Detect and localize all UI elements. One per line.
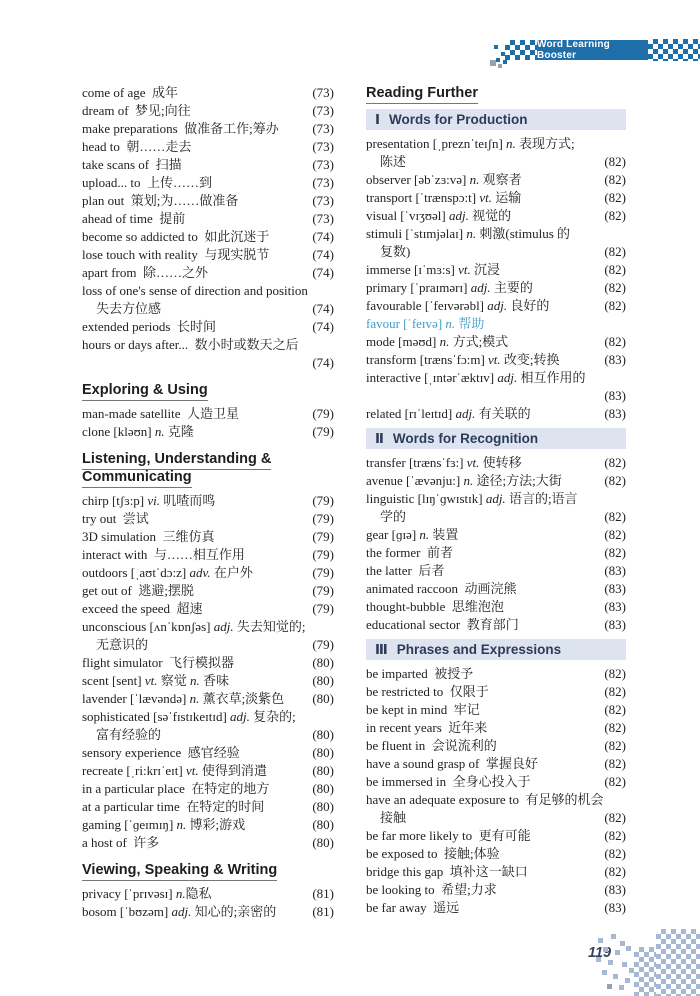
entry-text: interact with 与……相互作用: [82, 547, 245, 562]
entry-text: outdoors [ˌaʊtˈdɔ:z] adv. 在户外: [82, 565, 253, 580]
vocab-entry: [82, 246, 334, 264]
vocab-entry: [82, 816, 334, 834]
entry-page-ref: (74): [312, 229, 334, 244]
vocab-entry: [82, 192, 334, 210]
subsection-numeral: Ⅲ: [375, 642, 388, 657]
entry-text: become so addicted to 如此沉迷于: [82, 229, 270, 244]
entry-text: bridge this gap 填补这一缺口: [366, 864, 528, 879]
entry-text: ahead of time 提前: [82, 211, 186, 226]
entry-page-ref: (82): [604, 172, 626, 187]
entry-text: interactive [ˌɪntərˈæktɪv] adj. 相互作用的: [366, 370, 586, 385]
vocab-entry: [366, 755, 626, 773]
entry-text: be immersed in 全身心投入于: [366, 774, 531, 789]
entry-page-ref: (82): [604, 262, 626, 277]
vocab-entry: [366, 315, 626, 333]
vocab-entry: [82, 903, 334, 921]
subsection-title: Words for Production: [389, 112, 528, 127]
entry-text: favourable [ˈfeɪvərəbl] adj. 良好的: [366, 298, 550, 313]
vocab-entry: [366, 405, 626, 423]
entry-page-ref: (82): [604, 720, 626, 735]
vocab-entry: [366, 225, 626, 261]
entry-text: dream of 梦见;向往: [82, 103, 191, 118]
section-heading: Viewing, Speaking & Writing: [82, 861, 334, 879]
entry-text: recreate [ˌri:krɪˈeɪt] vt. 使得到消遣: [82, 763, 267, 778]
vocab-entry: [366, 351, 626, 369]
vocab-entry: [366, 526, 626, 544]
entry-page-ref: (73): [312, 211, 334, 226]
entry-page-ref: (73): [312, 175, 334, 190]
subsection-header: [366, 428, 626, 449]
entry-text: stimuli [ˈstɪmjəlaɪ] n. 刺激(stimulus 的: [366, 226, 571, 241]
entry-text: hours or days after... 数小时或数天之后: [82, 337, 299, 352]
entry-page-ref: (80): [312, 673, 334, 688]
vocab-entry: [82, 264, 334, 282]
vocab-entry: [366, 454, 626, 472]
vocab-entry: [366, 827, 626, 845]
entry-text: bosom [ˈbʊzəm] adj. 知心的;亲密的: [82, 904, 277, 919]
entry-page-ref: (81): [312, 904, 334, 919]
entry-page-ref: (80): [312, 727, 334, 742]
checker-pattern-right: [648, 39, 700, 61]
vocab-entry: [82, 405, 334, 423]
vocab-entry: [366, 297, 626, 315]
entry-text: make preparations 做准备工作;筹办: [82, 121, 279, 136]
reading-further-heading: Reading Further: [366, 84, 626, 102]
entry-page-ref: (83): [604, 388, 626, 403]
vocab-entry: [82, 600, 334, 618]
entry-page-ref: (82): [604, 810, 626, 825]
entry-page-ref: (80): [312, 745, 334, 760]
entry-text: get out of 逃避;摆脱: [82, 583, 194, 598]
right-column: [366, 84, 626, 917]
entry-text: in a particular place 在特定的地方: [82, 781, 270, 796]
entry-text: at a particular time 在特定的时间: [82, 799, 265, 814]
entry-page-ref: (82): [604, 208, 626, 223]
entry-page-ref: (80): [312, 799, 334, 814]
vocab-entry: [82, 528, 334, 546]
entry-text: in recent years 近年来: [366, 720, 488, 735]
entry-text: 3D simulation 三维仿真: [82, 529, 215, 544]
section-heading: Listening, Understanding & Communicating: [82, 450, 334, 486]
entry-page-ref: (82): [604, 298, 626, 313]
entry-page-ref: (82): [604, 684, 626, 699]
entry-page-ref: (74): [312, 265, 334, 280]
vocab-entry: [366, 261, 626, 279]
entry-page-ref: (82): [604, 527, 626, 542]
entry-text: upload... to 上传……到: [82, 175, 212, 190]
footer-pixel-dots: [598, 938, 603, 943]
entry-page-ref: (82): [604, 756, 626, 771]
vocab-entry: [82, 210, 334, 228]
entry-text: be far away 遥远: [366, 900, 460, 915]
page-number: 119: [588, 945, 612, 961]
vocab-entry: [82, 138, 334, 156]
entry-text: immerse [ɪˈmɜ:s] vt. 沉浸: [366, 262, 501, 277]
entry-text: come of age 成年: [82, 85, 179, 100]
entry-page-ref: (82): [604, 666, 626, 681]
entry-text: observer [əbˈzɜ:və] n. 观察者: [366, 172, 522, 187]
entry-page-ref: (79): [312, 529, 334, 544]
vocab-entry: [82, 834, 334, 852]
vocab-entry: [82, 780, 334, 798]
header-banner-label: Word Learning Booster: [537, 39, 610, 61]
entry-text: 复数): [380, 244, 411, 259]
vocab-entry: [82, 282, 334, 318]
vocab-entry: [82, 582, 334, 600]
vocab-entry: [82, 564, 334, 582]
entry-text: linguistic [lɪŋˈɡwɪstɪk] adj. 语言的;语言: [366, 491, 578, 506]
entry-page-ref: (82): [604, 509, 626, 524]
vocab-entry: [82, 546, 334, 564]
entry-text: sensory experience 感官经验: [82, 745, 240, 760]
footer-checker-pattern: [656, 929, 700, 996]
vocab-entry: [366, 544, 626, 562]
entry-page-ref: (80): [312, 781, 334, 796]
vocab-entry: [82, 102, 334, 120]
entry-page-ref: (74): [312, 319, 334, 334]
entry-page-ref: (79): [312, 511, 334, 526]
entry-page-ref: (73): [312, 193, 334, 208]
entry-page-ref: (74): [312, 247, 334, 262]
entry-page-ref: (73): [312, 157, 334, 172]
entry-page-ref: (73): [312, 121, 334, 136]
entry-page-ref: (83): [604, 352, 626, 367]
entry-text: transfer [trænsˈfɜ:] vt. 使转移: [366, 455, 522, 470]
header-banner: [537, 40, 648, 60]
entry-page-ref: (82): [604, 738, 626, 753]
subsection-title: Words for Recognition: [392, 431, 539, 446]
vocab-entry: [82, 654, 334, 672]
vocab-entry: [82, 618, 334, 654]
reading-further-content: [366, 109, 626, 917]
entry-page-ref: (82): [604, 334, 626, 349]
entry-page-ref: (79): [312, 565, 334, 580]
entry-page-ref: (83): [604, 599, 626, 614]
entry-text: the latter 后者: [366, 563, 445, 578]
vocab-entry: [366, 369, 626, 405]
subsection-header: [366, 109, 626, 130]
entry-text: clone [kləʊn] n. 克隆: [82, 424, 194, 439]
vocab-entry: [366, 737, 626, 755]
vocab-entry: [366, 598, 626, 616]
entry-text: 学的: [380, 509, 407, 524]
vocab-entry: [82, 318, 334, 336]
entry-page-ref: (83): [604, 617, 626, 632]
pixel-dots-left: [494, 45, 498, 49]
entry-text: 无意识的: [96, 637, 149, 652]
subsection-title: Phrases and Expressions: [396, 642, 562, 657]
vocab-entry: [366, 279, 626, 297]
vocab-entry: [366, 719, 626, 737]
entry-text: educational sector 教育部门: [366, 617, 519, 632]
entry-text: 失去方位感: [96, 301, 162, 316]
entry-page-ref: (82): [604, 864, 626, 879]
vocab-entry: [366, 665, 626, 683]
vocab-entry: [82, 762, 334, 780]
vocab-entry: [366, 863, 626, 881]
entry-text: head to 朝……走去: [82, 139, 192, 154]
vocab-entry: [366, 562, 626, 580]
vocab-entry: [366, 683, 626, 701]
subsection-numeral: Ⅰ: [375, 112, 381, 127]
entry-page-ref: (79): [312, 406, 334, 421]
vocab-entry: [366, 333, 626, 351]
entry-page-ref: (82): [604, 774, 626, 789]
entry-page-ref: (79): [312, 601, 334, 616]
vocab-entry: [366, 207, 626, 225]
entry-text: 陈述: [380, 154, 407, 169]
vocab-entry: [366, 580, 626, 598]
entry-page-ref: (74): [312, 355, 334, 370]
vocab-entry: [82, 672, 334, 690]
entry-text: have an adequate exposure to 有足够的机会: [366, 792, 604, 807]
vocab-entry: [366, 773, 626, 791]
entry-text: be exposed to 接触;体验: [366, 846, 500, 861]
entry-page-ref: (73): [312, 139, 334, 154]
entry-text: extended periods 长时间: [82, 319, 216, 334]
entry-page-ref: (79): [312, 493, 334, 508]
entry-text: presentation [ˌpreznˈteɪʃn] n. 表现方式;: [366, 136, 575, 151]
vocab-entry: [82, 510, 334, 528]
entry-text: avenue [ˈævənju:] n. 途径;方法;大街: [366, 473, 562, 488]
subsection-numeral: Ⅱ: [375, 431, 384, 446]
entry-page-ref: (82): [604, 154, 626, 169]
entry-text: gear [ɡɪə] n. 装置: [366, 527, 459, 542]
vocab-entry: [366, 171, 626, 189]
entry-text: transform [trænsˈfɔ:m] vt. 改变;转换: [366, 352, 560, 367]
entry-page-ref: (82): [604, 473, 626, 488]
entry-page-ref: (82): [604, 545, 626, 560]
vocab-entry: [82, 798, 334, 816]
entry-text: exceed the speed 超速: [82, 601, 203, 616]
entry-page-ref: (73): [312, 85, 334, 100]
entry-page-ref: (82): [604, 828, 626, 843]
entry-page-ref: (79): [312, 637, 334, 652]
entry-page-ref: (80): [312, 763, 334, 778]
vocab-entry: [82, 690, 334, 708]
entry-page-ref: (80): [312, 835, 334, 850]
left-column: [82, 84, 334, 921]
entry-text: take scans of 扫描: [82, 157, 182, 172]
entry-text: gaming [ˈɡeɪmɪŋ] n. 博彩;游戏: [82, 817, 246, 832]
entry-page-ref: (82): [604, 280, 626, 295]
entry-page-ref: (82): [604, 244, 626, 259]
entry-text: be fluent in 会说流利的: [366, 738, 497, 753]
entry-text: transport [ˈtrænspɔ:t] vt. 运输: [366, 190, 522, 205]
entry-text: loss of one's sense of direction and position: [82, 283, 308, 298]
entry-text: privacy [ˈprɪvəsɪ] n.隐私: [82, 886, 212, 901]
vocab-entry: [82, 744, 334, 762]
entry-text: apart from 除……之外: [82, 265, 209, 280]
entry-text: flight simulator 飞行模拟器: [82, 655, 235, 670]
entry-page-ref: (80): [312, 691, 334, 706]
vocab-entry: [366, 881, 626, 899]
entry-text: visual [ˈvɪʒʊəl] adj. 视觉的: [366, 208, 512, 223]
entry-text: thought-bubble 思维泡泡: [366, 599, 504, 614]
entry-text: chirp [tʃɜ:p] vi. 叽喳而鸣: [82, 493, 216, 508]
vocab-entry: [366, 135, 626, 171]
vocab-entry: [82, 423, 334, 441]
vocab-entry: [366, 845, 626, 863]
entry-page-ref: (79): [312, 424, 334, 439]
vocab-entry: [82, 84, 334, 102]
entry-text: related [rɪˈleɪtɪd] adj. 有关联的: [366, 406, 531, 421]
entry-text: lavender [ˈlævəndə] n. 薰衣草;淡紫色: [82, 691, 285, 706]
entry-text: be restricted to 仅限于: [366, 684, 489, 699]
entry-page-ref: (83): [604, 581, 626, 596]
entry-page-ref: (80): [312, 817, 334, 832]
entry-page-ref: (82): [604, 455, 626, 470]
vocab-entry: [82, 336, 334, 372]
vocab-entry: [82, 228, 334, 246]
entry-text: scent [sent] vt. 察觉 n. 香味: [82, 673, 229, 688]
entry-page-ref: (83): [604, 406, 626, 421]
section-heading: Exploring & Using: [82, 381, 334, 399]
vocab-entry: [366, 189, 626, 207]
entry-page-ref: (83): [604, 882, 626, 897]
entry-text: sophisticated [səˈfɪstɪkeɪtɪd] adj. 复杂的;: [82, 709, 296, 724]
subsection-header: [366, 639, 626, 660]
entry-page-ref: (82): [604, 702, 626, 717]
entry-page-ref: (83): [604, 563, 626, 578]
entry-text: favour [ˈfeɪvə] n. 帮助: [366, 316, 485, 331]
entry-text: 富有经验的: [96, 727, 162, 742]
vocab-entry: [366, 472, 626, 490]
entry-page-ref: (82): [604, 190, 626, 205]
entry-page-ref: (83): [604, 900, 626, 915]
entry-page-ref: (82): [604, 846, 626, 861]
entry-text: primary [ˈpraɪmərɪ] adj. 主要的: [366, 280, 533, 295]
entry-text: try out 尝试: [82, 511, 149, 526]
entry-page-ref: (81): [312, 886, 334, 901]
entry-text: be imparted 被授予: [366, 666, 474, 681]
entry-text: a host of 许多: [82, 835, 160, 850]
entry-text: the former 前者: [366, 545, 454, 560]
entry-page-ref: (73): [312, 103, 334, 118]
vocab-entry: [82, 708, 334, 744]
vocab-entry: [82, 885, 334, 903]
entry-text: be looking to 希望;力求: [366, 882, 497, 897]
checker-pattern-left: [505, 40, 537, 60]
entry-text: mode [məʊd] n. 方式;模式: [366, 334, 509, 349]
vocab-entry: [366, 791, 626, 827]
vocab-entry: [366, 490, 626, 526]
vocab-entry: [82, 156, 334, 174]
vocab-entry: [366, 616, 626, 634]
entry-text: unconscious [ʌnˈkɒnʃəs] adj. 失去知觉的;: [82, 619, 306, 634]
entry-page-ref: (79): [312, 547, 334, 562]
entry-text: be kept in mind 牢记: [366, 702, 480, 717]
vocab-entry: [82, 174, 334, 192]
vocab-entry: [82, 120, 334, 138]
entry-page-ref: (74): [312, 301, 334, 316]
vocab-entry: [366, 899, 626, 917]
entry-text: 接触: [380, 810, 407, 825]
entry-page-ref: (79): [312, 583, 334, 598]
entry-text: lose touch with reality 与现实脱节: [82, 247, 270, 262]
entry-text: be far more likely to 更有可能: [366, 828, 531, 843]
entry-text: plan out 策划;为……做准备: [82, 193, 239, 208]
entry-text: animated raccoon 动画浣熊: [366, 581, 517, 596]
vocab-entry: [82, 492, 334, 510]
entry-page-ref: (80): [312, 655, 334, 670]
vocab-entry: [366, 701, 626, 719]
entry-text: have a sound grasp of 掌握良好: [366, 756, 538, 771]
footer-checker-pattern-step: [634, 947, 656, 996]
entry-text: man-made satellite 人造卫星: [82, 406, 240, 421]
